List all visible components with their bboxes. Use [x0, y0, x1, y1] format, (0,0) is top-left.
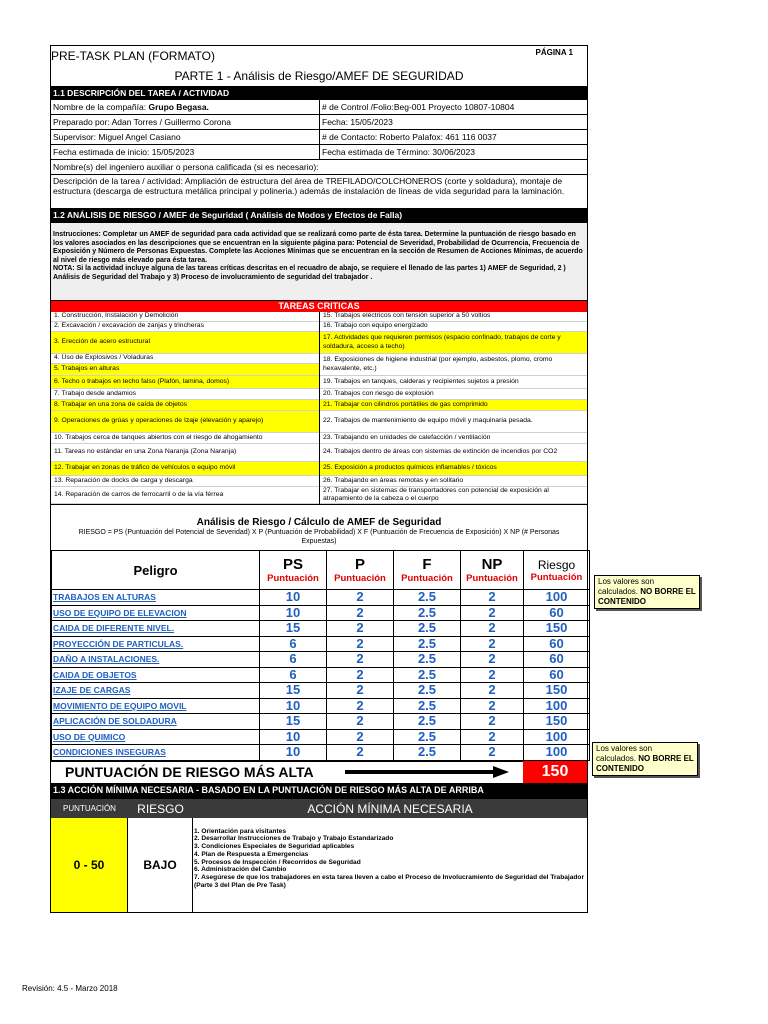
- p-score[interactable]: 2: [327, 714, 394, 730]
- description-row: [51, 175, 587, 209]
- critical-task-item: 25. Exposición a productos químicos inflamables / tóxicos: [320, 462, 587, 476]
- np-score[interactable]: 2: [461, 605, 524, 621]
- instructions-text: Instrucciones: Completar un AMEF de seguridad para cada actividad que se realizará como parte de ésta tarea. Determine la puntuación de riesgo basado en los valores asociados en las descripciones que se encuentran en la siguiente página para: Potencial de Severidad, Probabilidad de Ocurrencia, Frecuencia de Exposición y Número de Personas Expuestas. Complete las Acciones Mínimas que se encuentran en la sección de Resumen de Acciones Mínimas, de acuerdo al nivel de riesgo más elevado para ésta tarea.: [53, 231, 583, 264]
- risk-level: BAJO: [128, 818, 193, 912]
- f-score[interactable]: 2.5: [394, 714, 461, 730]
- critical-task-item: 20. Trabajos con riesgo de explosión: [320, 389, 587, 400]
- np-score[interactable]: 2: [461, 714, 524, 730]
- minimum-action-item: 3. Condiciones Especiales de Seguridad aplicables: [194, 843, 355, 851]
- ps-score[interactable]: 15: [260, 621, 327, 637]
- risk-score: 150: [524, 714, 590, 730]
- dates-row: [51, 145, 587, 160]
- minimum-action-item: 2. Desarrollar Instrucciones de Trabajo y Trabajo Estandarizado: [194, 835, 394, 843]
- col-score: PUNTUACIÓN: [63, 803, 116, 813]
- hazard-name[interactable]: TRABAJOS EN ALTURAS: [52, 590, 260, 606]
- risk-score: 100: [524, 590, 590, 606]
- risk-table-row: [52, 714, 590, 730]
- f-score[interactable]: 2.5: [394, 667, 461, 683]
- hazard-name[interactable]: PROYECCIÓN DE PARTICULAS.: [52, 636, 260, 652]
- hazard-name[interactable]: CAIDA DE OBJETOS: [52, 667, 260, 683]
- p-score[interactable]: 2: [327, 605, 394, 621]
- start-date-field[interactable]: Fecha estimada de inicio: 15/05/2023: [53, 147, 195, 157]
- minimum-actions-list: [193, 818, 587, 912]
- ps-score[interactable]: 10: [260, 745, 327, 761]
- critical-task-item: 1. Construcción, Instalación y Demolición: [51, 312, 319, 322]
- critical-task-item: 19. Trabajos en tanques, calderas y recipientes sujetos a presión: [320, 376, 587, 389]
- critical-task-item: 8. Trabajar en una zona de caída de objetos: [51, 400, 319, 411]
- risk-table-row: [52, 621, 590, 637]
- prepared-row: [51, 115, 587, 130]
- critical-task-item: 26. Trabajando en áreas remotas y en solitario: [320, 476, 587, 487]
- col-risk: Riesgo Puntuación: [524, 551, 590, 590]
- critical-task-item: 16. Trabajo con equipo energizado: [320, 322, 587, 332]
- hazard-name[interactable]: USO DE EQUIPO DE ELEVACION: [52, 605, 260, 621]
- max-risk-label: PUNTUACIÓN DE RIESGO MÁS ALTA: [65, 764, 314, 780]
- ps-score[interactable]: 10: [260, 590, 327, 606]
- hazard-name[interactable]: MOVIMIENTO DE EQUIPO MOVIL: [52, 698, 260, 714]
- analysis-title: Análisis de Riesgo / Cálculo de AMEF de Seguridad: [196, 517, 442, 528]
- critical-tasks-left-column: [51, 312, 319, 504]
- risk-score: 150: [524, 621, 590, 637]
- risk-table-row: [52, 698, 590, 714]
- hazard-name[interactable]: CONDICIONES INSEGURAS: [52, 745, 260, 761]
- critical-task-item: 9. Operaciones de grúas y operaciones de Izaje (elevación y aparejo): [51, 411, 319, 433]
- risk-score: 60: [524, 605, 590, 621]
- ps-score[interactable]: 6: [260, 652, 327, 668]
- f-score[interactable]: 2.5: [394, 698, 461, 714]
- critical-task-item: 5. Trabajos en alturas: [51, 364, 319, 376]
- f-score[interactable]: 2.5: [394, 605, 461, 621]
- part-title: PARTE 1 - Análisis de Riesgo/AMEF DE SEGURIDAD: [174, 69, 464, 83]
- minimum-action-item: 5. Procesos de Inspección / Recorridos de Seguridad: [194, 858, 361, 866]
- critical-task-item: 7. Trabajo desde andamios: [51, 389, 319, 400]
- minimum-action-item: 7. Asegúrese de que los trabajadores en esta tarea lleven a cabo el Proceso de Involucramiento de Seguridad del Trabajador (Parte 3 del Plan de Pre Task): [194, 874, 585, 890]
- critical-task-item: 24. Trabajos dentro de áreas con sistemas de extinción de incendios por CO2: [320, 444, 587, 462]
- risk-table-row: [52, 683, 590, 699]
- risk-table-row: [52, 605, 590, 621]
- minimum-action-item: 4. Plan de Respuesta a Emergencias: [194, 850, 309, 858]
- instructions-note: NOTA: Si la actividad incluye alguna de las tareas críticas descritas en el recuadro de abajo, se requiere el llenado de las partes 1) AMEF de Seguridad, 2 ) Análisis de Seguridad del Trabajo y 3) Proceso de involucramiento de seguridad del trabajador .: [53, 265, 566, 281]
- task-description-field[interactable]: Descripción de la tarea / actividad: Ampliación de estructura del área de TREFILADO/COLCHONEROS (corte y soldadura), montaje de estructura (descarga de estructura metálica principal y polineria.) además de instalación de líneas de vida seguridad para la laminación.: [53, 176, 565, 196]
- engineer-field[interactable]: Nombre(s) del ingeniero auxiliar o persona calificada (si es necesario):: [53, 162, 319, 172]
- risk-score: 150: [524, 683, 590, 699]
- critical-task-item: 11. Tareas no estándar en una Zona Naranja (Zona Naranja): [51, 444, 319, 462]
- f-score[interactable]: 2.5: [394, 590, 461, 606]
- risk-table-header: [52, 551, 590, 590]
- supervisor-row: [51, 130, 587, 145]
- f-score[interactable]: 2.5: [394, 729, 461, 745]
- critical-task-item: 23. Trabajando en unidades de calefacción / ventilación: [320, 433, 587, 444]
- critical-tasks-grid: [51, 312, 587, 504]
- hazard-name[interactable]: USO DE QUIMICO: [52, 729, 260, 745]
- prepared-by-field[interactable]: Preparado por: Adan Torres / Guillermo Corona: [53, 117, 231, 127]
- np-score[interactable]: 2: [461, 698, 524, 714]
- ps-score[interactable]: 10: [260, 605, 327, 621]
- critical-task-item: 27. Trabajar en sistemas de transportadores con potencial de exposición al atrapamiento de la cabeza o el cuerpo: [320, 487, 587, 504]
- critical-task-item: 22. Trabajos de mantenimiento de equipo móvil y maquinaria pesada.: [320, 411, 587, 433]
- risk-table-row: [52, 729, 590, 745]
- f-score[interactable]: 2.5: [394, 621, 461, 637]
- ps-score[interactable]: 15: [260, 714, 327, 730]
- critical-task-item: 21. Trabajar con cilindros portátiles de gas comprimido: [320, 400, 587, 411]
- f-score[interactable]: 2.5: [394, 683, 461, 699]
- action-table-row: [51, 818, 587, 912]
- ps-score[interactable]: 15: [260, 683, 327, 699]
- critical-task-item: 3. Erección de acero estructural: [51, 332, 319, 354]
- engineer-row: [51, 160, 587, 175]
- f-score[interactable]: 2.5: [394, 652, 461, 668]
- np-score[interactable]: 2: [461, 683, 524, 699]
- supervisor-field[interactable]: Supervisor: Miguel Angel Casiano: [53, 132, 181, 142]
- col-f: F Puntuación: [394, 551, 461, 590]
- p-score[interactable]: 2: [327, 698, 394, 714]
- p-score[interactable]: 2: [327, 683, 394, 699]
- p-score[interactable]: 2: [327, 652, 394, 668]
- section-1-1-heading: 1.1 DESCRIPCIÓN DEL TAREA / ACTIVIDAD: [51, 87, 587, 100]
- col-ps: PS Puntuación: [260, 551, 327, 590]
- risk-table: [51, 550, 590, 761]
- risk-table-row: [52, 652, 590, 668]
- hazard-name[interactable]: DAÑO A INSTALACIONES.: [52, 652, 260, 668]
- ps-score[interactable]: 10: [260, 698, 327, 714]
- np-score[interactable]: 2: [461, 590, 524, 606]
- contact-field[interactable]: # de Contacto: Roberto Palafox: 461 116 0037: [319, 130, 587, 144]
- risk-formula: RIESGO = PS (Puntuación del Potencial de Severidad) X P (Puntuación de Probabilidad) X F (Puntuación de Frecuencia de Exposición) X NP (# Personas Expuestas): [78, 529, 560, 545]
- risk-score: 60: [524, 636, 590, 652]
- critical-task-item: 17. Actividades que requieren permisos (espacio confinado, trabajos de corte y soldadura, acceso a techo): [320, 332, 587, 354]
- critical-task-item: 14. Reparación de carros de ferrocarril o de la vía férrea: [51, 487, 319, 504]
- p-score[interactable]: 2: [327, 590, 394, 606]
- risk-score: 100: [524, 698, 590, 714]
- np-score[interactable]: 2: [461, 621, 524, 637]
- risk-table-row: [52, 590, 590, 606]
- np-score[interactable]: 2: [461, 667, 524, 683]
- form-title-row: [51, 46, 587, 66]
- critical-task-item: 15. Trabajos eléctricos con tensión superior a 50 voltios: [320, 312, 587, 322]
- calculated-values-note: Los valores son calculados. NO BORRE EL CONTENIDO: [594, 575, 700, 609]
- np-score[interactable]: 2: [461, 636, 524, 652]
- ps-score[interactable]: 6: [260, 667, 327, 683]
- ps-score[interactable]: 6: [260, 636, 327, 652]
- critical-task-item: 13. Reparación de docks de carga y descarga: [51, 476, 319, 487]
- instructions-box: [51, 223, 587, 301]
- company-field[interactable]: Nombre de la compañía: Grupo Begasa.: [53, 102, 209, 112]
- minimum-action-item: 6. Administración del Cambio: [194, 866, 287, 874]
- critical-task-item: 6. Techo o trabajos en techo falso (Plafón, lamina, domos): [51, 376, 319, 389]
- risk-score: 100: [524, 729, 590, 745]
- np-score[interactable]: 2: [461, 652, 524, 668]
- control-folio-field[interactable]: # de Control /Folio:Beg-001 Proyecto 10807-10804: [319, 100, 587, 114]
- analysis-heading: [51, 504, 587, 550]
- form-title: PRE-TASK PLAN (FORMATO): [51, 49, 216, 63]
- part-title-row: [51, 66, 587, 87]
- minimum-action-item: 1. Orientación para visitantes: [194, 827, 286, 835]
- action-table-header: [51, 798, 587, 818]
- end-date-field[interactable]: Fecha estimada de Término: 30/06/2023: [319, 145, 587, 159]
- risk-table-row: [52, 667, 590, 683]
- f-score[interactable]: 2.5: [394, 745, 461, 761]
- max-risk-row: [51, 761, 587, 783]
- company-row: [51, 100, 587, 115]
- critical-tasks-right-column: [319, 312, 587, 504]
- score-range: 0 - 50: [51, 818, 128, 912]
- ps-score[interactable]: 10: [260, 729, 327, 745]
- company-name: Grupo Begasa.: [148, 102, 209, 112]
- hazard-name[interactable]: APLICACIÓN DE SOLDADURA: [52, 714, 260, 730]
- hazard-name[interactable]: CAIDA DE DIFERENTE NIVEL.: [52, 621, 260, 637]
- critical-tasks-heading: TAREAS CRITICAS: [51, 301, 587, 312]
- col-minimum-action: ACCIÓN MÍNIMA NECESARIA: [307, 801, 473, 816]
- p-score[interactable]: 2: [327, 667, 394, 683]
- col-risk-level: RIESGO: [137, 801, 184, 816]
- critical-task-item: 10. Trabajos cerca de tanques abiertos con el riesgo de ahogamiento: [51, 433, 319, 444]
- page-number: PÁGINA 1: [535, 48, 573, 57]
- p-score[interactable]: 2: [327, 621, 394, 637]
- section-1-3-heading: 1.3 ACCIÓN MÍNIMA NECESARIA - BASADO EN LA PUNTUACIÓN DE RIESGO MÁS ALTA DE ARRIBA: [51, 783, 587, 798]
- revision-label: Revisión: 4.5 - Marzo 2018: [22, 984, 118, 993]
- risk-table-row: [52, 745, 590, 761]
- date-field[interactable]: Fecha: 15/05/2023: [319, 115, 587, 129]
- col-p: P Puntuación: [327, 551, 394, 590]
- critical-task-item: 2. Excavación / excavación de zanjas y trincheras: [51, 322, 319, 332]
- col-hazard: Peligro: [52, 551, 260, 590]
- p-score[interactable]: 2: [327, 729, 394, 745]
- risk-score: 100: [524, 745, 590, 761]
- risk-table-row: [52, 636, 590, 652]
- section-1-2-heading: 1.2 ANÁLISIS DE RIESGO / AMEF de Seguridad ( Análisis de Modos y Efectos de Falla): [51, 209, 587, 223]
- np-score[interactable]: 2: [461, 729, 524, 745]
- col-np: NP Puntuación: [461, 551, 524, 590]
- hazard-name[interactable]: IZAJE DE CARGAS: [52, 683, 260, 699]
- f-score[interactable]: 2.5: [394, 636, 461, 652]
- np-score[interactable]: 2: [461, 745, 524, 761]
- risk-score: 60: [524, 652, 590, 668]
- arrow-right-icon: [343, 761, 523, 783]
- p-score[interactable]: 2: [327, 745, 394, 761]
- risk-score: 60: [524, 667, 590, 683]
- max-risk-value: 150: [523, 761, 587, 783]
- p-score[interactable]: 2: [327, 636, 394, 652]
- critical-task-item: 12. Trabajar en zonas de tráfico de vehículos o equipo móvil: [51, 462, 319, 476]
- pre-task-plan-sheet: [50, 45, 588, 913]
- critical-task-item: 4. Uso de Explosivos / Voladuras: [51, 354, 319, 364]
- critical-task-item: 18. Exposiciones de higiene industrial (por ejemplo, asbestos, plomo, cromo hexavalente, etc.): [320, 354, 587, 376]
- calculated-values-note-2: Los valores son calculados. NO BORRE EL CONTENIDO: [592, 742, 698, 776]
